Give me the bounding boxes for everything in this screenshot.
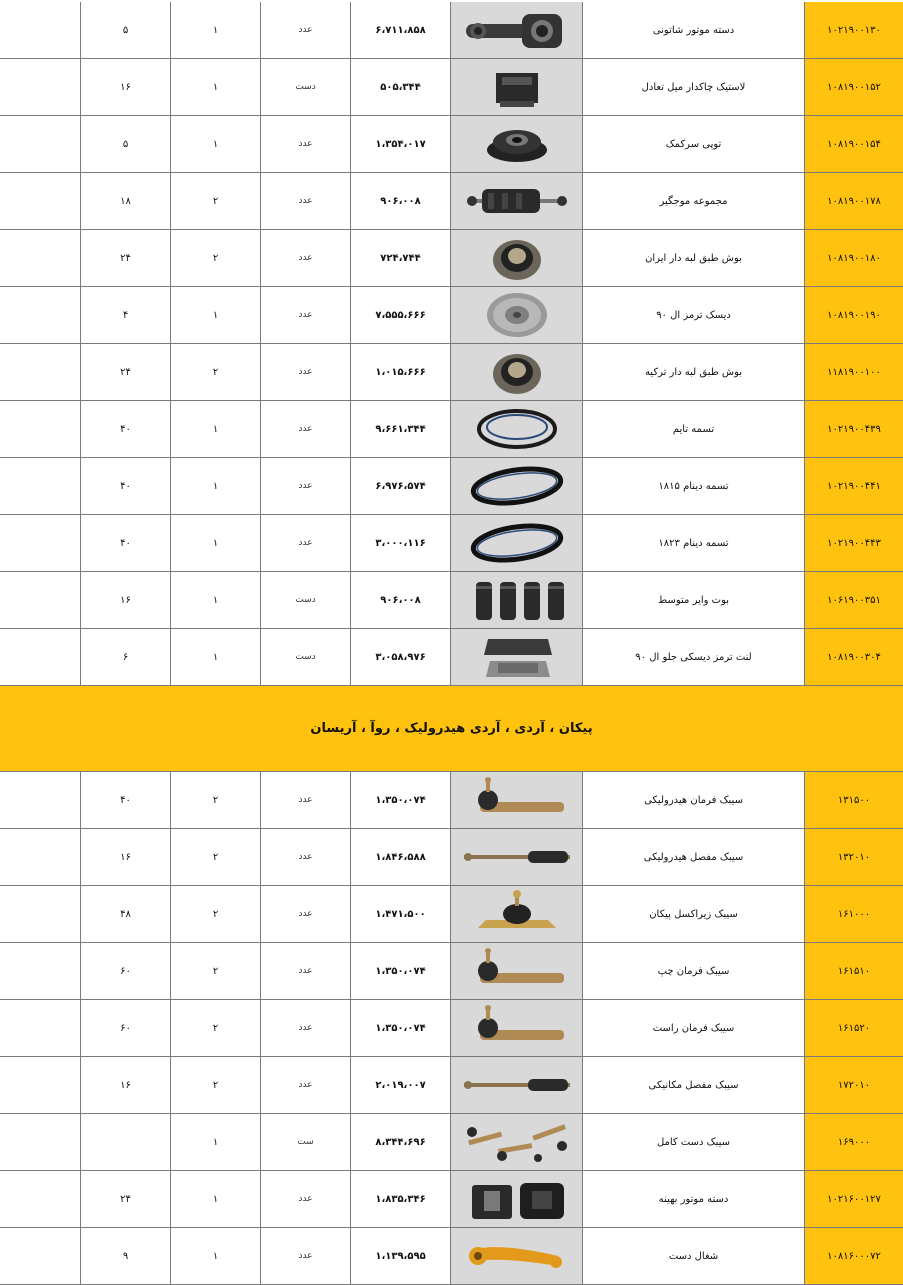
quantity-cell: ۱	[170, 458, 260, 514]
box-count-cell: ۱۶	[80, 572, 170, 628]
blank-cell	[0, 401, 80, 457]
blank-cell	[0, 1114, 80, 1170]
price-cell: ۱،۸۳۵،۳۴۶	[350, 1171, 450, 1227]
product-code-cell: ۱۰۲۱۹۰۰۴۳۹	[804, 401, 903, 457]
quantity-cell: ۲	[170, 230, 260, 286]
unit-cell: عدد	[260, 886, 350, 942]
price-cell: ۷۲۴،۷۴۴	[350, 230, 450, 286]
table-row	[0, 2, 903, 59]
quantity-cell: ۲	[170, 173, 260, 229]
strut-mount-icon	[458, 120, 576, 168]
product-image-cell	[450, 401, 582, 457]
price-cell: ۱،۳۵۰،۰۷۴	[350, 1000, 450, 1056]
product-image-cell	[450, 287, 582, 343]
unit-cell: ست	[260, 1114, 350, 1170]
unit-cell: دست	[260, 629, 350, 685]
blank-cell	[0, 230, 80, 286]
quantity-cell: ۱	[170, 2, 260, 58]
quantity-cell: ۱	[170, 515, 260, 571]
product-name-cell: سیبک مفصل مکانیکی	[582, 1057, 804, 1113]
unit-cell: عدد	[260, 2, 350, 58]
unit-cell: عدد	[260, 1057, 350, 1113]
product-image-cell	[450, 629, 582, 685]
product-code-cell: ۱۰۸۱۹۰۰۱۹۰	[804, 287, 903, 343]
blank-cell	[0, 1000, 80, 1056]
product-name-cell: دیسک ترمز ال ۹۰	[582, 287, 804, 343]
unit-cell: عدد	[260, 230, 350, 286]
blank-cell	[0, 515, 80, 571]
product-image-cell	[450, 2, 582, 58]
price-cell: ۱،۰۱۵،۶۶۶	[350, 344, 450, 400]
unit-cell: عدد	[260, 287, 350, 343]
quantity-cell: ۱	[170, 572, 260, 628]
section-header	[0, 686, 903, 772]
product-image-cell	[450, 230, 582, 286]
product-name-cell: تسمه دینام ۱۸۱۵	[582, 458, 804, 514]
product-code-cell: ۱۶۱۵۲۰	[804, 1000, 903, 1056]
product-code-cell: ۱۰۲۱۶۰۰۱۲۷	[804, 1171, 903, 1227]
unit-cell: عدد	[260, 515, 350, 571]
table-row	[0, 401, 903, 458]
box-count-cell: ۵	[80, 2, 170, 58]
table-row	[0, 572, 903, 629]
price-cell: ۱،۱۳۹،۵۹۵	[350, 1228, 450, 1284]
product-name-cell: سیبک فرمان چپ	[582, 943, 804, 999]
inner-tie-rod-icon	[458, 833, 576, 881]
box-count-cell: ۲۴	[80, 230, 170, 286]
blank-cell	[0, 1228, 80, 1284]
price-cell: ۷،۵۵۵،۶۶۶	[350, 287, 450, 343]
product-image-cell	[450, 344, 582, 400]
table-row	[0, 772, 903, 829]
box-count-cell: ۶۰	[80, 943, 170, 999]
table-row	[0, 287, 903, 344]
box-count-cell: ۹	[80, 1228, 170, 1284]
price-cell: ۵۰۵،۳۴۴	[350, 59, 450, 115]
table-row	[0, 943, 903, 1000]
rubber-bushing-icon	[458, 63, 576, 111]
product-image-cell	[450, 59, 582, 115]
blank-cell	[0, 943, 80, 999]
tie-rod-end-icon	[458, 776, 576, 824]
box-count-cell: ۵	[80, 116, 170, 172]
pitman-arm-icon	[458, 1232, 576, 1280]
quantity-cell: ۲	[170, 1057, 260, 1113]
product-code-cell: ۱۱۸۱۹۰۰۱۰۰	[804, 344, 903, 400]
product-code-cell: ۱۳۲۰۱۰	[804, 829, 903, 885]
section-title: پیکان ، آردی ، آردی هیدرولیک ، روآ ، آریسان	[310, 721, 593, 736]
inner-tie-rod-icon	[458, 1061, 576, 1109]
unit-cell: عدد	[260, 344, 350, 400]
blank-cell	[0, 1171, 80, 1227]
price-cell: ۸،۳۴۴،۶۹۶	[350, 1114, 450, 1170]
product-image-cell	[450, 829, 582, 885]
unit-cell: عدد	[260, 943, 350, 999]
product-name-cell: دسته موتور شاتونی	[582, 2, 804, 58]
blank-cell	[0, 116, 80, 172]
product-name-cell: سیبک فرمان هیدرولیکی	[582, 772, 804, 828]
brake-disc-icon	[458, 291, 576, 339]
table-row	[0, 1000, 903, 1057]
product-image-cell	[450, 1171, 582, 1227]
unit-cell: دست	[260, 572, 350, 628]
table-row	[0, 886, 903, 943]
blank-cell	[0, 772, 80, 828]
price-cell: ۲،۰۱۹،۰۰۷	[350, 1057, 450, 1113]
drive-belt-icon	[458, 462, 576, 510]
product-image-cell	[450, 1228, 582, 1284]
product-image-cell	[450, 1114, 582, 1170]
price-cell: ۳،۰۰۰،۱۱۶	[350, 515, 450, 571]
product-code-cell: ۱۳۱۵۰۰	[804, 772, 903, 828]
box-count-cell: ۱۸	[80, 173, 170, 229]
product-code-cell: ۱۰۲۱۹۰۰۴۴۳	[804, 515, 903, 571]
product-code-cell: ۱۰۸۱۹۰۰۱۵۴	[804, 116, 903, 172]
product-image-cell	[450, 515, 582, 571]
table-row	[0, 1171, 903, 1228]
quantity-cell: ۱	[170, 116, 260, 172]
box-count-cell: ۲۴	[80, 344, 170, 400]
box-count-cell: ۶	[80, 629, 170, 685]
blank-cell	[0, 173, 80, 229]
ball-joint-icon	[458, 890, 576, 938]
product-name-cell: بوش طبق لبه دار ترکیه	[582, 344, 804, 400]
blank-cell	[0, 629, 80, 685]
box-count-cell: ۱۶	[80, 59, 170, 115]
table-row	[0, 1114, 903, 1171]
price-cell: ۱،۳۵۴،۰۱۷	[350, 116, 450, 172]
table-row	[0, 116, 903, 173]
timing-belt-icon	[458, 405, 576, 453]
product-code-cell: ۱۶۱۰۰۰	[804, 886, 903, 942]
blank-cell	[0, 344, 80, 400]
table-row	[0, 458, 903, 515]
price-cell: ۹۰۶،۰۰۸	[350, 572, 450, 628]
quantity-cell: ۱	[170, 401, 260, 457]
product-name-cell: لاستیک چاکدار میل تعادل	[582, 59, 804, 115]
table-row	[0, 829, 903, 886]
product-code-cell: ۱۶۹۰۰۰	[804, 1114, 903, 1170]
blank-cell	[0, 2, 80, 58]
product-code-cell: ۱۰۸۱۹۰۰۳۰۴	[804, 629, 903, 685]
quantity-cell: ۱	[170, 1114, 260, 1170]
blank-cell	[0, 572, 80, 628]
product-code-cell: ۱۰۸۱۹۰۰۱۸۰	[804, 230, 903, 286]
box-count-cell: ۴۰	[80, 401, 170, 457]
unit-cell: عدد	[260, 1228, 350, 1284]
product-code-cell: ۱۰۲۱۹۰۰۴۴۱	[804, 458, 903, 514]
product-image-cell	[450, 772, 582, 828]
price-cell: ۱،۴۷۱،۵۰۰	[350, 886, 450, 942]
product-code-cell: ۱۷۲۰۱۰	[804, 1057, 903, 1113]
product-name-cell: دسته موتور بهینه	[582, 1171, 804, 1227]
product-name-cell: سیبک زیراکسل پیکان	[582, 886, 804, 942]
price-cell: ۶،۹۷۶،۵۷۴	[350, 458, 450, 514]
product-code-cell: ۱۰۸۱۹۰۰۱۷۸	[804, 173, 903, 229]
quantity-cell: ۲	[170, 829, 260, 885]
product-code-cell: ۱۰۸۱۶۰۰۰۷۲	[804, 1228, 903, 1284]
box-count-cell: ۴۰	[80, 515, 170, 571]
product-name-cell: بوش طبق لبه دار ایران	[582, 230, 804, 286]
box-count-cell: ۱۶	[80, 829, 170, 885]
box-count-cell	[80, 1114, 170, 1170]
table-row	[0, 629, 903, 686]
engine-bracket-icon	[458, 1175, 576, 1223]
quantity-cell: ۲	[170, 772, 260, 828]
product-name-cell: توپی سرکمک	[582, 116, 804, 172]
blank-cell	[0, 59, 80, 115]
box-count-cell: ۴۰	[80, 458, 170, 514]
product-image-cell	[450, 943, 582, 999]
product-image-cell	[450, 1000, 582, 1056]
quantity-cell: ۱	[170, 1171, 260, 1227]
bushing-icon	[458, 348, 576, 396]
unit-cell: عدد	[260, 458, 350, 514]
product-name-cell: سیبک دست کامل	[582, 1114, 804, 1170]
product-code-cell: ۱۰۶۱۹۰۰۳۵۱	[804, 572, 903, 628]
blank-cell	[0, 458, 80, 514]
unit-cell: عدد	[260, 1171, 350, 1227]
table-row	[0, 1057, 903, 1114]
product-name-cell: سیبک فرمان راست	[582, 1000, 804, 1056]
box-count-cell: ۲۴	[80, 1171, 170, 1227]
price-cell: ۹،۶۶۱،۳۴۴	[350, 401, 450, 457]
product-image-cell	[450, 173, 582, 229]
price-cell: ۱،۳۵۰،۰۷۴	[350, 943, 450, 999]
quantity-cell: ۲	[170, 1000, 260, 1056]
stabilizer-link-icon	[458, 177, 576, 225]
table-row	[0, 515, 903, 572]
quantity-cell: ۲	[170, 344, 260, 400]
price-cell: ۳،۰۵۸،۹۷۶	[350, 629, 450, 685]
unit-cell: عدد	[260, 401, 350, 457]
product-name-cell: بوت وایر متوسط	[582, 572, 804, 628]
product-code-cell: ۱۶۱۵۱۰	[804, 943, 903, 999]
table-row	[0, 1228, 903, 1285]
unit-cell: عدد	[260, 173, 350, 229]
box-count-cell: ۴	[80, 287, 170, 343]
box-count-cell: ۱۶	[80, 1057, 170, 1113]
product-name-cell: سیبک مفصل هیدرولیکی	[582, 829, 804, 885]
tie-rod-set-icon	[458, 1118, 576, 1166]
quantity-cell: ۲	[170, 943, 260, 999]
blank-cell	[0, 829, 80, 885]
unit-cell: عدد	[260, 829, 350, 885]
product-code-cell: ۱۰۲۱۹۰۰۱۳۰	[804, 2, 903, 58]
product-name-cell: مجموعه موجگیر	[582, 173, 804, 229]
engine-mount-icon	[458, 6, 576, 54]
drive-belt-icon	[458, 519, 576, 567]
quantity-cell: ۱	[170, 59, 260, 115]
box-count-cell: ۶۰	[80, 1000, 170, 1056]
product-code-cell: ۱۰۸۱۹۰۰۱۵۲	[804, 59, 903, 115]
product-name-cell: لنت ترمز دیسکی جلو ال ۹۰	[582, 629, 804, 685]
unit-cell: عدد	[260, 1000, 350, 1056]
price-cell: ۶،۷۱۱،۸۵۸	[350, 2, 450, 58]
quantity-cell: ۲	[170, 886, 260, 942]
quantity-cell: ۱	[170, 629, 260, 685]
quantity-cell: ۱	[170, 287, 260, 343]
blank-cell	[0, 287, 80, 343]
bushing-icon	[458, 234, 576, 282]
product-image-cell	[450, 572, 582, 628]
blank-cell	[0, 886, 80, 942]
table-row	[0, 344, 903, 401]
unit-cell: عدد	[260, 116, 350, 172]
tie-rod-end-icon	[458, 1004, 576, 1052]
table-row	[0, 59, 903, 116]
box-count-cell: ۴۰	[80, 772, 170, 828]
product-name-cell: تسمه تایم	[582, 401, 804, 457]
spark-plug-boot-icon	[458, 576, 576, 624]
table-row	[0, 230, 903, 287]
unit-cell: عدد	[260, 772, 350, 828]
price-cell: ۱،۳۵۰،۰۷۴	[350, 772, 450, 828]
tie-rod-end-icon	[458, 947, 576, 995]
product-name-cell: تسمه دینام ۱۸۲۳	[582, 515, 804, 571]
price-cell: ۹۰۶،۰۰۸	[350, 173, 450, 229]
product-image-cell	[450, 458, 582, 514]
price-cell: ۱،۸۴۶،۵۸۸	[350, 829, 450, 885]
product-name-cell: شغال دست	[582, 1228, 804, 1284]
unit-cell: دست	[260, 59, 350, 115]
product-image-cell	[450, 886, 582, 942]
blank-cell	[0, 1057, 80, 1113]
box-count-cell: ۴۸	[80, 886, 170, 942]
brake-pad-icon	[458, 633, 576, 681]
quantity-cell: ۱	[170, 1228, 260, 1284]
product-image-cell	[450, 116, 582, 172]
product-image-cell	[450, 1057, 582, 1113]
table-row	[0, 173, 903, 230]
